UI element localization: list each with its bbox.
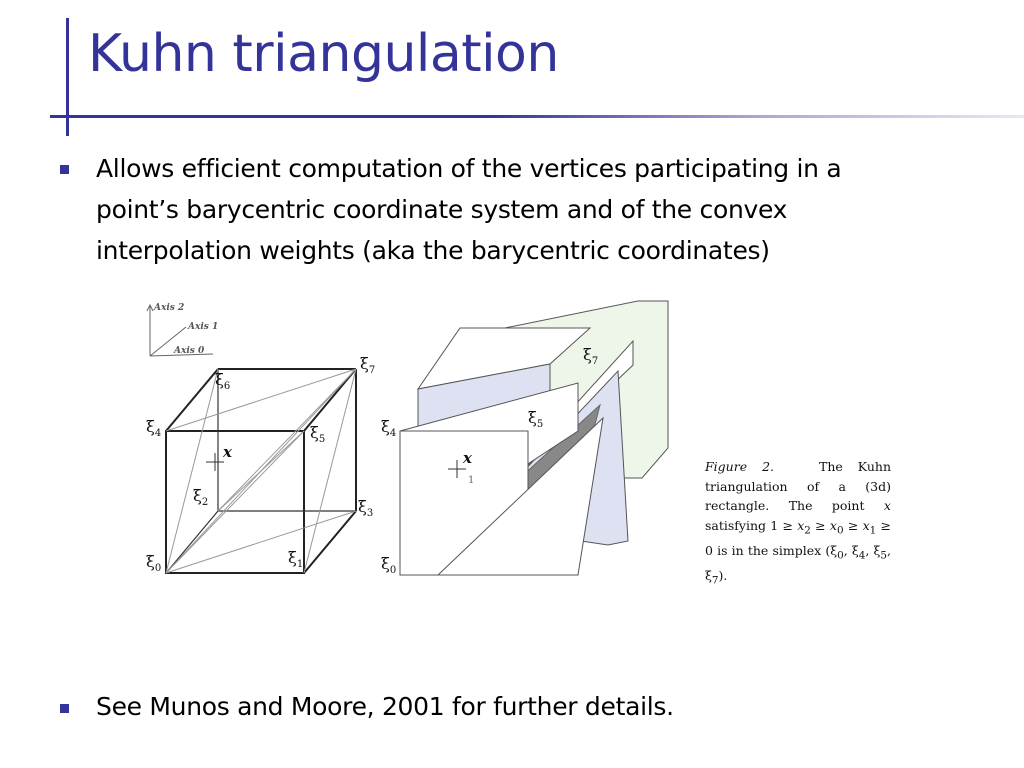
bullet-marker-1 <box>60 165 69 174</box>
point-x-label-left: x <box>223 443 232 461</box>
left-cube <box>166 369 356 573</box>
caption-var-x: x <box>883 498 891 513</box>
bullet-1-line-3: interpolation weights (aka the barycentric coordinates) <box>96 236 770 265</box>
caption-text-5: ≥ 0 is in the simplex (ξ <box>705 517 891 558</box>
xi4-label-left: $\xi_4$ <box>146 417 162 439</box>
xi7-label-left: $\xi_7$ <box>360 354 376 376</box>
caption-simplex-7: 7 <box>711 574 719 586</box>
caption-x0-sub: 0 <box>836 524 844 536</box>
bullet-1-line-2: point’s barycentric coordinate system and of the convex <box>96 195 788 224</box>
bullet-2-line-1: See Munos and Moore, 2001 for further details. <box>96 692 674 721</box>
exploded-simplices <box>400 301 668 575</box>
xi0-label-right: $\xi_0$ <box>381 554 397 576</box>
caption-lead: Figure 2. <box>705 459 775 474</box>
point-x-subscript-right: 1 <box>468 475 475 486</box>
caption-simplex-4: 4 <box>858 549 866 561</box>
slide-title: Kuhn triangulation <box>88 24 559 84</box>
xi5-label-right: $\xi_5$ <box>528 408 544 430</box>
caption-x2-sub: 2 <box>804 524 811 536</box>
kuhn-triangulation-figure <box>138 293 678 593</box>
xi4-label-right: $\xi_4$ <box>381 417 397 439</box>
bullet-text-2 <box>96 686 674 727</box>
caption-x0: x <box>829 517 837 533</box>
title-vertical-rule <box>66 18 69 136</box>
caption-text-1: The Kuhn triangulation of a (3d) rectangle. The point <box>705 459 891 513</box>
caption-simplex-0: 0 <box>837 549 844 561</box>
caption-text-2: satisfying 1 ≥ <box>705 517 793 533</box>
caption-x1: x <box>862 517 870 533</box>
bullet-1-line-1: Allows efficient computation of the vertices participating in a <box>96 154 842 183</box>
xi6-label: $\xi_6$ <box>215 370 231 392</box>
figure-caption: Figure 2. The Kuhn triangulation of a (3d) rectangle. The point x satisfying $1 \ge x_2 \ge x_0 \ge x_1 \ge 0$ is in the simplex ($\xi_0$, $\xi_4$, $\xi_5$, $\xi_7$). <box>705 459 891 586</box>
xi0-label-left: $\xi_0$ <box>146 552 162 574</box>
xi7-label-right: $\xi_7$ <box>583 345 599 367</box>
axis-1-label: Axis 1 <box>188 322 219 332</box>
axis-2-label: Axis 2 <box>154 303 185 313</box>
title-underline <box>50 115 1024 118</box>
point-x-label-right: x <box>463 449 472 467</box>
caption-text-4: ≥ <box>847 517 859 533</box>
axis-0-label: Axis 0 <box>174 346 205 356</box>
xi5-label-left: $\xi_5$ <box>310 423 326 445</box>
xi1-label: $\xi_1$ <box>288 548 304 570</box>
caption-simplex-5: 5 <box>880 549 888 561</box>
xi3-label: $\xi_3$ <box>358 497 374 519</box>
bullet-text-1 <box>96 148 841 271</box>
bullet-marker-2 <box>60 704 69 713</box>
caption-x2: x <box>797 517 805 533</box>
caption-text-3: ≥ <box>815 517 826 533</box>
xi2-label: $\xi_2$ <box>193 486 209 508</box>
caption-x1-sub: 1 <box>869 524 877 536</box>
